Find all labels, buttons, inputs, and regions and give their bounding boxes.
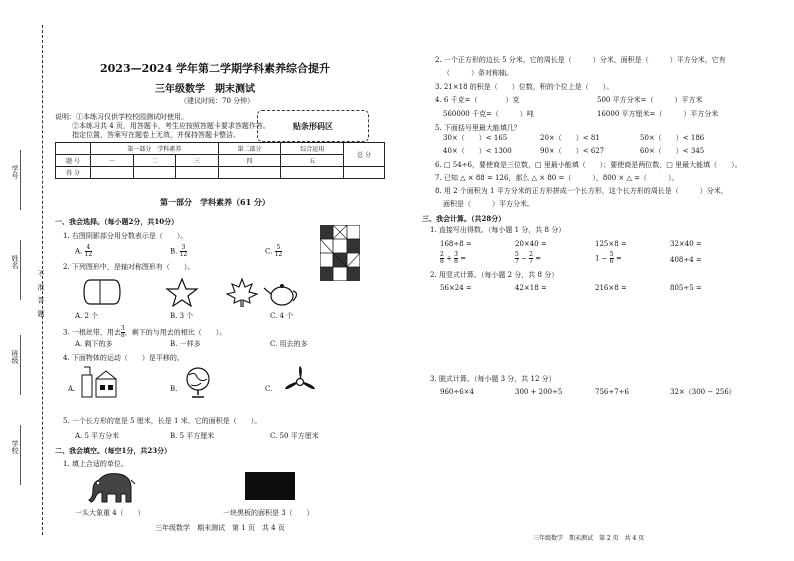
- q3-stem-post: ，剩下的与用去的相比（ ）。: [124, 328, 227, 337]
- equals-sign: =: [615, 254, 622, 263]
- score-cell: 得 分: [56, 167, 91, 179]
- fraction: [275, 245, 283, 258]
- exam-title: 2023—2024 学年第二学期学科素养综合提升: [100, 62, 331, 75]
- fraction-denominator: 12: [84, 251, 93, 258]
- fraction-calc-1: [440, 252, 466, 265]
- fraction-numerator: 3: [454, 251, 458, 258]
- operator: +: [446, 254, 452, 263]
- q3-stem-pre: 3. 一根丝带，用去: [63, 328, 121, 337]
- q2-option-a[interactable]: A. 2 个: [75, 312, 99, 320]
- score-cell: 总 分: [344, 143, 385, 167]
- r-q2-line2: （ ）条对称轴。: [443, 69, 513, 77]
- no-answer-notice: 不 准 答 题: [37, 270, 45, 319]
- score-input-cell[interactable]: [176, 167, 219, 179]
- section3-heading: 三、我会计算。（共28分）: [422, 214, 506, 223]
- r-q8-line2: 面积是（ ）平方分米。: [443, 200, 534, 208]
- r-q5-cell: 50×（ ）< 186: [640, 134, 705, 142]
- class-fill-line: [20, 335, 21, 395]
- r-q8-line1: 8. 用 2 个面积为 1 平方分米的正方形拼成一个长方形，这个长方形的周长是（ ）分米，: [435, 187, 728, 195]
- oral-calc-item: 32×40 =: [670, 240, 702, 248]
- score-cell: 一: [91, 155, 134, 167]
- star-icon: [167, 279, 197, 306]
- r-q7: 7. 已知 △ × 88 = 126，那么 △ × 80 =（ ），800 × △ =（ ）。: [435, 174, 679, 182]
- fraction-numerator: 5: [515, 251, 519, 258]
- teapot-icon: [264, 284, 297, 305]
- oral-calc-item: 408÷4 =: [670, 256, 702, 264]
- score-cell: 综合运用: [281, 143, 344, 155]
- class-label: 班级: [11, 350, 19, 364]
- student-id-label: 学号: [11, 165, 19, 179]
- r-q4-item-4: 16000 平方厘米=（ ）平方分米: [597, 110, 719, 118]
- section3-q2-stem: 2. 用竖式计算。（每小题 2 分，共 8 分）: [430, 271, 559, 279]
- fraction-denominator: 8: [120, 332, 125, 339]
- r-q2-line1: 2. 一个正方形的边长 5 分米，它的周长是（ ）分米，面积是（ ）平方分米，它有: [435, 56, 726, 64]
- score-input-cell[interactable]: [281, 167, 344, 179]
- shaded-grid-figure: [320, 225, 360, 281]
- r-q6: 6. □ 54÷6，要使商是三位数，□ 里最小能填（ ）；要使商是两位数，□ 里最大能填（ ）。: [435, 161, 742, 169]
- r-q5-cell: 20×（ ）< 81: [540, 134, 600, 142]
- fraction-numerator: 2: [440, 251, 444, 258]
- note-line-2: ②本练习共 4 页，用答题卡，考生应按照答题卡要求答题作答。: [72, 122, 270, 130]
- q2-option-c[interactable]: C. 4 个: [270, 312, 294, 320]
- section2-q1-stem: 1. 填上合适的单位。: [63, 460, 128, 468]
- q4-stem: 4. 下面物体的运动（ ）是平移的。: [63, 354, 184, 362]
- r-q4-item-3: 560000 千克=（ ）吨: [443, 110, 534, 118]
- note-line-1: 说明：①本练习仅供学校校园测试时使用。: [55, 113, 188, 121]
- fraction: [454, 252, 458, 265]
- q3-option-c[interactable]: C. 用去的多: [270, 340, 308, 348]
- school-fill-line: [20, 425, 21, 485]
- r-q5-stem: 5. 下面括号里最大能填几？: [435, 124, 521, 132]
- time-note: （建议时间：70 分钟）: [180, 97, 255, 105]
- score-cell: 第二部分: [218, 143, 281, 155]
- score-table-row: [56, 155, 385, 167]
- q1-option-b[interactable]: [170, 245, 187, 258]
- q4-option-c[interactable]: C.: [265, 385, 273, 393]
- option-letter: A.: [75, 247, 83, 256]
- q5-option-a[interactable]: A. 5 平方分米: [75, 432, 120, 440]
- step-calc-item: 960÷6×4: [440, 388, 474, 396]
- fraction-numerator: 5: [276, 244, 281, 251]
- fraction-numerator: 4: [86, 244, 91, 251]
- fraction-calc-2: [515, 252, 541, 265]
- fraction-numerator: 2: [529, 251, 533, 258]
- section2-heading: 二、我会填空。（每空1分，共23分）: [55, 446, 172, 455]
- fraction-denominator: 7: [515, 258, 519, 265]
- fraction-denominator: 6: [609, 258, 614, 265]
- exam-subtitle: 三年级数学 期末测试: [155, 84, 255, 95]
- score-input-cell[interactable]: [344, 167, 385, 179]
- q1-option-a[interactable]: [75, 245, 92, 258]
- q3-stem: [63, 326, 226, 339]
- fraction-denominator: 12: [179, 251, 188, 258]
- barcode-area: [257, 110, 369, 142]
- score-cell: 五: [281, 155, 344, 167]
- elephant-icon: [85, 470, 137, 504]
- q5-option-b[interactable]: B. 5 平方厘米: [170, 432, 215, 440]
- vertical-calc-item: 56×24 =: [440, 284, 472, 292]
- fraction-denominator: 8: [440, 258, 444, 265]
- fraction-numerator: 3: [181, 244, 186, 251]
- score-cell: 第一部分 学科素养: [91, 143, 219, 155]
- q1-option-c[interactable]: [265, 245, 282, 258]
- r-q5-cell: 90×（ ）< 627: [540, 147, 605, 155]
- score-input-cell[interactable]: [218, 167, 281, 179]
- page-footer-right: 三年级数学 期末测试 第 2 页 共 4 页: [533, 535, 645, 542]
- option-letter: B.: [170, 247, 178, 256]
- score-table: [55, 142, 385, 179]
- oral-calc-item: 168÷8 =: [440, 240, 472, 248]
- blackboard-image: [245, 472, 295, 500]
- note-line-3: 指定位置，答案写在题卷上无效，并保持答题卡整洁。: [72, 131, 240, 139]
- q5-stem: 5. 一个长方形的宽是 5 厘米，长是 1 米，它的面积是（ ）。: [63, 417, 262, 425]
- score-cell: 三: [176, 155, 219, 167]
- q4-option-a[interactable]: A.: [68, 385, 76, 393]
- step-calc-item: 300 + 200÷5: [515, 388, 563, 396]
- elephant-caption: 一头大象重 4（ ）: [75, 509, 145, 517]
- fraction-numerator: 5: [609, 251, 614, 258]
- vertical-calc-item: 216×8 =: [595, 284, 627, 292]
- rounded-rect-icon: [84, 280, 120, 304]
- r-q3: 3. 21×18 的积是（ ）位数，积的个位上是（ ）。: [435, 83, 614, 91]
- fraction-numerator: 3: [120, 325, 125, 332]
- step-calc-item: 32×（300 − 256）: [670, 388, 736, 396]
- score-input-cell[interactable]: [91, 167, 134, 179]
- r-q5-cell: 40×（ ）< 1300: [443, 147, 512, 155]
- r-q5-cell: 30×（ ）< 165: [443, 134, 508, 142]
- blackboard-caption: 一块黑板的面积是 3（ ）: [223, 509, 314, 517]
- page-footer-left: 三年级数学 期末测试 第 1 页 共 4 页: [155, 524, 285, 532]
- score-cell: 四: [218, 155, 281, 167]
- score-table-row: [56, 167, 385, 179]
- id-fill-line: [20, 150, 21, 210]
- fraction-denominator: 8: [454, 258, 458, 265]
- score-cell: 题 号: [56, 155, 91, 167]
- equals-sign: =: [535, 254, 542, 263]
- option-letter: C.: [265, 247, 273, 256]
- fraction-calc-3: [595, 252, 622, 265]
- student-name-label: 姓名: [11, 255, 19, 269]
- q5-option-c[interactable]: C. 50 平方厘米: [270, 432, 319, 440]
- score-cell: 二: [133, 155, 176, 167]
- operator: −: [521, 254, 527, 263]
- fan-blade-icon: [282, 365, 318, 399]
- vertical-calc-item: 805÷5 =: [670, 284, 702, 292]
- fraction: [529, 252, 533, 265]
- fraction: [610, 252, 614, 265]
- fraction: [515, 252, 519, 265]
- globe-icon: [183, 365, 213, 399]
- minuend: 1 −: [595, 254, 608, 263]
- crane-lift-icon: [80, 365, 120, 399]
- equals-sign: =: [460, 254, 467, 263]
- barcode-label: 贴条形码区: [293, 121, 333, 131]
- oral-calc-item: 20×40 =: [515, 240, 547, 248]
- q3-option-b[interactable]: B. 一样多: [170, 340, 201, 348]
- score-cell: [56, 143, 91, 155]
- step-calc-item: 756÷7÷6: [595, 388, 629, 396]
- q1-stem: 1. 右图阴影部分用分数表示是（ ）。: [63, 232, 188, 240]
- fraction: [85, 245, 93, 258]
- r-q5-cell: 60×（ ）< 345: [640, 147, 705, 155]
- section3-q3-stem: 3. 脱式计算。（每小题 3 分，共 12 分）: [430, 375, 556, 383]
- r-q4-item-1: 4. 6 千克=（ ）克: [435, 96, 520, 104]
- section1-heading: 一、我会选择。（每小题2分，共10分）: [55, 217, 179, 226]
- oral-calc-item: 125×8 =: [595, 240, 627, 248]
- fraction-denominator: 12: [274, 251, 283, 258]
- school-label: 学校: [11, 440, 19, 454]
- q4-option-b[interactable]: B.: [170, 385, 178, 393]
- fraction: [440, 252, 444, 265]
- name-fill-line: [20, 240, 21, 300]
- q2-option-b[interactable]: B. 3 个: [170, 312, 194, 320]
- q2-stem: 2. 下列图形中，是轴对称图形有（ ）。: [63, 263, 195, 271]
- part1-heading: 第一部分 学科素养（61 分）: [160, 197, 270, 207]
- vertical-calc-item: 42×18 =: [515, 284, 547, 292]
- section3-q1-stem: 1. 直接写出得数。（每小题 1 分，共 8 分）: [430, 226, 566, 234]
- fraction: [180, 245, 188, 258]
- r-q4-item-2: 500 平方分米=（ ）平方米: [597, 96, 703, 104]
- score-input-cell[interactable]: [133, 167, 176, 179]
- q3-option-a[interactable]: A. 剩下的多: [75, 340, 113, 348]
- score-table-row: [56, 143, 385, 155]
- maple-leaf-icon: [227, 279, 257, 307]
- fraction-denominator: 7: [529, 258, 533, 265]
- q2-shapes: [82, 277, 332, 307]
